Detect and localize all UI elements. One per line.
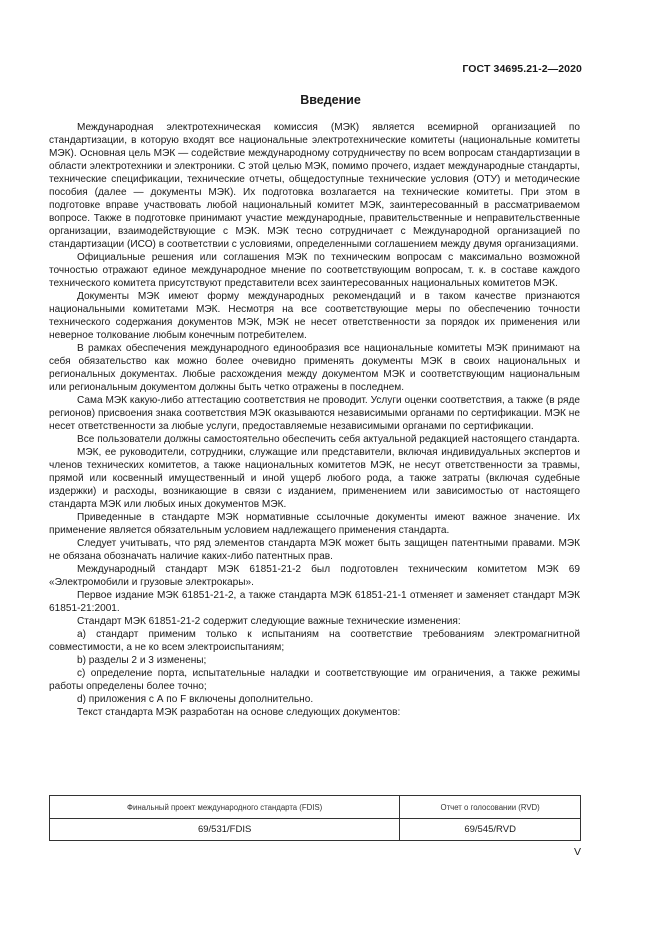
list-item: b) разделы 2 и 3 изменены; (77, 655, 207, 666)
body-text (49, 121, 580, 719)
table-header-rvd: Отчет о голосовании (RVD) (400, 796, 581, 819)
list-item: c) определение порта, испытательные наладки и соответствующие им ограничения, а также режимы работы определены более точно; (49, 668, 580, 692)
table-header-row (50, 796, 581, 819)
list-item: а) стандарт применим только к испытаниям на соответствие требованиям электромагнитной совместимости, а не ко всем электроиспытаниям; (49, 629, 580, 653)
table-cell-rvd: 69/545/RVD (400, 819, 581, 841)
paragraph: Официальные решения или соглашения МЭК по техническим вопросам с максимально возможной точностью отражают единое международное мнение по соответствующим вопросам, т. к. в составе каждого технического комитета присутствуют представители всех заинтересованных национальных комитетов МЭК. (49, 252, 580, 289)
paragraph: Первое издание МЭК 61851-21-2, а также стандарта МЭК 61851-21-1 отменяет и заменяет стандарт МЭК 61851-21:2001. (49, 590, 580, 614)
section-title: Введение (300, 93, 361, 107)
paragraph: Международная электротехническая комиссия (МЭК) является всемирной организацией по стандартизации, в которую входят все национальные электротехнические комитеты (национальные комитеты МЭК). Основная цель МЭК — содействие международному сотрудничеству по всем вопросам стандартизации в области электротехники и электроники. С этой целью МЭК, помимо прочего, издает международные стандарты, технические спецификации, технические отчеты, общедоступные технические условия (ОТУ) и методические пособия (далее — документы МЭК). Их подготовка возлагается на технические комитеты. При этом в подготовке вправе участвовать любой национальный комитет МЭК, заинтересованный в рассматриваемом вопросе. Также в подготовке принимают участие международные, правительственные и неправительственные организации, взаимодействующие с МЭК. МЭК тесно сотрудничает с Международной организацией по стандартизации (ИСО) в соответствии с условиями, определенными соглашением между двумя организациями. (49, 122, 580, 250)
paragraph: МЭК, ее руководители, сотрудники, служащие или представители, включая индивидуальных экспертов и членов технических комитетов, а также национальных комитетов МЭК, не несут ответственности за травмы, прямой или косвенный имущественный и иной ущерб любого рода, а также затраты (включая судебные издержки) и расходы, возникающие в связи с изданием, применением или зависимостью от настоящего стандарта МЭК или любых иных документов МЭК. (49, 447, 580, 510)
paragraph: Стандарт МЭК 61851-21-2 содержит следующие важные технические изменения: (77, 616, 461, 627)
document-code: ГОСТ 34695.21-2—2020 (462, 63, 582, 75)
paragraph: Все пользователи должны самостоятельно обеспечить себя актуальной редакцией настоящего стандарта. (77, 434, 580, 445)
paragraph: Международный стандарт МЭК 61851-21-2 был подготовлен техническим комитетом МЭК 69 «Электромобили и грузовые электрокары». (49, 564, 580, 588)
paragraph: В рамках обеспечения международного единообразия все национальные комитеты МЭК принимают на себя обязательство как можно более очевидно применять документы МЭК в своих национальных и региональных документах. Любые расхождения между документом МЭК и соответствующим национальным или региональным документом должны быть четко отражены в последнем. (49, 343, 580, 393)
paragraph: Текст стандарта МЭК разработан на основе следующих документов: (77, 707, 401, 718)
paragraph: Сама МЭК какую-либо аттестацию соответствия не проводит. Услуги оценки соответствия, а также (в ряде регионов) присвоения знака соответствия МЭК оказываются независимыми органами по сертификации. МЭК не несет ответственности за любые услуги, предоставляемые независимыми органами по сертификации. (49, 395, 580, 432)
list-item: d) приложения с А по F включены дополнительно. (77, 694, 314, 705)
page-number: V (573, 846, 581, 858)
source-documents-table (49, 795, 581, 841)
paragraph: Приведенные в стандарте МЭК нормативные ссылочные документы имеют важное значение. Их применение является обязательным условием надлежащего применения стандарта. (49, 512, 580, 536)
table-header-fdis: Финальный проект международного стандарта (FDIS) (50, 796, 400, 819)
table-cell-fdis: 69/531/FDIS (50, 819, 400, 841)
paragraph: Документы МЭК имеют форму международных рекомендаций и в таком качестве признаются национальными комитетами МЭК. Несмотря на все соответствующие меры по обеспечению точности технического содержания документов МЭК, МЭК не несет ответственности за порядок их применения или неверное толкование любым конечным потребителем. (49, 291, 580, 341)
table-row (50, 819, 581, 841)
paragraph: Следует учитывать, что ряд элементов стандарта МЭК может быть защищен патентными правами. МЭК не обязана обозначать наличие каких-либо патентных прав. (49, 538, 580, 562)
